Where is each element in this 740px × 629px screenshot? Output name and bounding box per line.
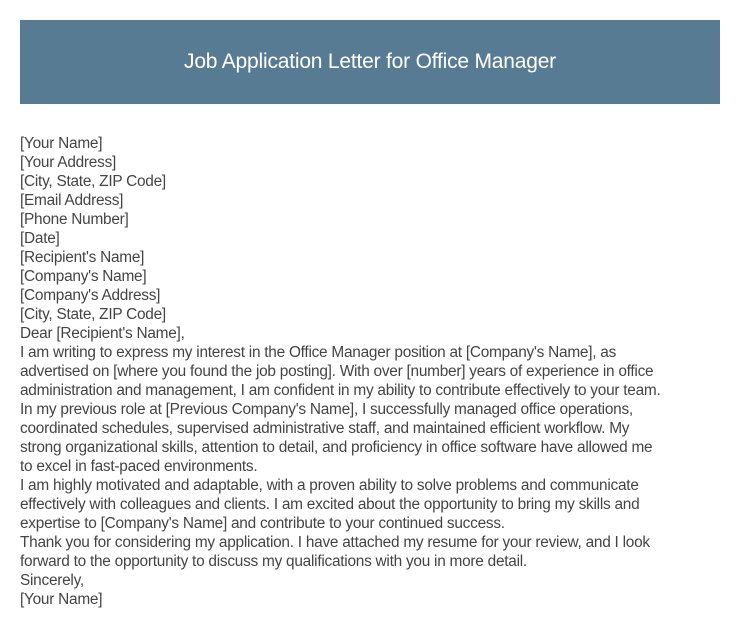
sender-address: [Your Address] (20, 154, 117, 171)
recipient-city-state-zip: [City, State, ZIP Code] (20, 306, 166, 323)
sender-phone: [Phone Number] (20, 211, 129, 228)
paragraph-line: Thank you for considering my application. I have attached my resume for your review, and I look (20, 534, 650, 551)
paragraph-line: administration and management, I am confident in my ability to contribute effectively to your team. (20, 382, 661, 399)
paragraph-line: forward to the opportunity to discuss my qualifications with you in more detail. (20, 553, 527, 570)
paragraph-line: coordinated schedules, supervised administrative staff, and maintained efficient workflow. My (20, 420, 630, 437)
paragraph-motivation (20, 476, 725, 533)
paragraph-line: expertise to [Company's Name] and contribute to your continued success. (20, 515, 505, 532)
paragraph-line: to excel in fast-paced environments. (20, 458, 258, 475)
paragraph-intro (20, 343, 725, 476)
salutation: Dear [Recipient's Name], (20, 325, 185, 342)
paragraph-line: In my previous role at [Previous Company's Name], I successfully managed office operations, (20, 401, 633, 418)
paragraph-line: I am highly motivated and adaptable, with a proven ability to solve problems and communicate (20, 477, 639, 494)
paragraph-line: I am writing to express my interest in the Office Manager position at [Company's Name], as (20, 344, 617, 361)
paragraph-line: strong organizational skills, attention to detail, and proficiency in office software have allowed me (20, 439, 653, 456)
recipient-company-address: [Company's Address] (20, 287, 161, 304)
recipient-name: [Recipient's Name] (20, 249, 145, 266)
letter-body (20, 134, 725, 609)
paragraph-line: advertised on [where you found the job posting]. With over [number] years of experience in office (20, 363, 654, 380)
sender-name: [Your Name] (20, 135, 103, 152)
sender-city-state-zip: [City, State, ZIP Code] (20, 173, 166, 190)
closing: Sincerely, (20, 572, 84, 589)
recipient-company: [Company's Name] (20, 268, 147, 285)
sender-email: [Email Address] (20, 192, 124, 209)
paragraph-thanks (20, 533, 725, 571)
letter-date: [Date] (20, 230, 60, 247)
paragraph-line: effectively with colleagues and clients. I am excited about the opportunity to bring my skills and (20, 496, 640, 513)
page-title: Job Application Letter for Office Manager (184, 50, 556, 73)
page-header (20, 20, 720, 104)
signature: [Your Name] (20, 591, 103, 608)
